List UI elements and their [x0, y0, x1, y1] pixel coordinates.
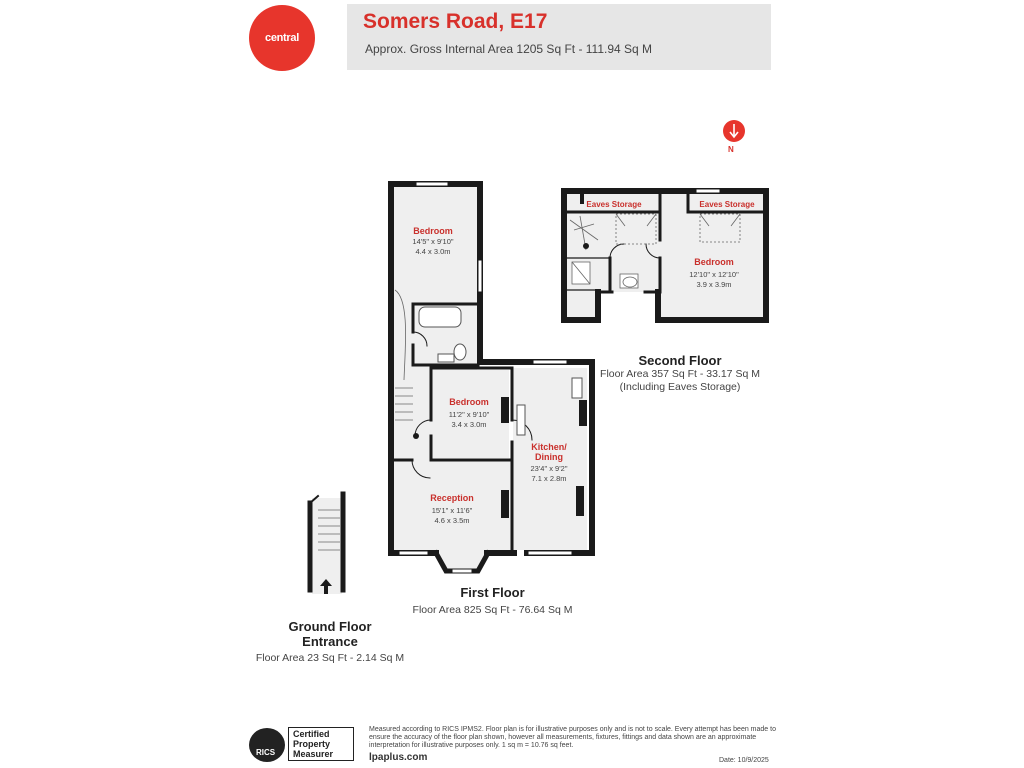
- brand-logo-text: central: [265, 32, 299, 44]
- room-name-kitchen-line2: Dining: [535, 452, 563, 462]
- certified-line-2: Property: [293, 739, 331, 749]
- room-name-bedroom-2: Bedroom: [449, 397, 489, 407]
- second-floor-area: Floor Area 357 Sq Ft - 33.17 Sq M: [600, 368, 760, 380]
- ground-floor-name-line2: Entrance: [302, 634, 358, 649]
- certified-measurer-badge: [288, 727, 354, 761]
- second-floor-note: (Including Eaves Storage): [619, 381, 741, 393]
- room-dim-bedroom-3-metric: 3.9 x 3.9m: [696, 280, 732, 289]
- room-name-eaves-storage-1: Eaves Storage: [586, 200, 642, 209]
- room-dim-reception-metric: 4.6 x 3.5m: [434, 516, 470, 525]
- first-floor-name: First Floor: [460, 585, 525, 600]
- first-floor-area: Floor Area 825 Sq Ft - 76.64 Sq M: [412, 604, 573, 616]
- room-dim-bedroom-2-metric: 3.4 x 3.0m: [451, 420, 487, 429]
- first-floor-label: [400, 585, 585, 617]
- ground-floor-name-line1: Ground Floor: [288, 619, 372, 634]
- room-dim-bedroom-3-imperial: 12'10" x 12'10": [689, 270, 739, 279]
- plan-date: Date: 10/9/2025: [719, 757, 769, 764]
- certified-line-3: Measurer: [293, 749, 334, 759]
- property-title: Somers Road, E17: [363, 10, 548, 33]
- ground-floor-area: Floor Area 23 Sq Ft - 2.14 Sq M: [255, 652, 405, 664]
- room-name-kitchen-line1: Kitchen/: [531, 442, 567, 452]
- room-name-reception: Reception: [430, 493, 474, 503]
- certified-line-1: Certified: [293, 729, 330, 739]
- rics-label: RICS: [256, 748, 276, 757]
- room-name-bedroom-1: Bedroom: [413, 226, 453, 236]
- second-floor-label: [590, 353, 770, 394]
- room-dim-bedroom-1-imperial: 14'5" x 9'10": [412, 237, 454, 246]
- room-dim-bedroom-2-imperial: 11'2" x 9'10": [448, 410, 490, 419]
- room-dim-bedroom-1-metric: 4.4 x 3.0m: [415, 247, 451, 256]
- ground-floor-label: [245, 619, 415, 665]
- room-dim-kitchen-imperial: 23'4" x 9'2": [530, 464, 568, 473]
- website-link[interactable]: lpaplus.com: [369, 752, 428, 763]
- room-name-bedroom-3: Bedroom: [694, 257, 734, 267]
- room-dim-kitchen-metric: 7.1 x 2.8m: [531, 474, 567, 483]
- gross-area: Approx. Gross Internal Area 1205 Sq Ft - 111.94 Sq M: [365, 42, 653, 56]
- disclaimer-text: Measured according to RICS IPMS2. Floor plan is for illustrative purposes only and is not to scale. Every attempt has been made to ensure the accuracy of the floor plan shown, however all measurements, fixtures, fittings and data shown are an approximate interpretation for illustrative purposes only. 1 sq m = 10.76 sq feet.: [369, 726, 776, 749]
- room-dim-reception-imperial: 15'1" x 11'6": [431, 506, 473, 515]
- room-name-eaves-storage-2: Eaves Storage: [699, 200, 755, 209]
- second-floor-name: Second Floor: [638, 353, 722, 368]
- compass-label: N: [728, 145, 734, 154]
